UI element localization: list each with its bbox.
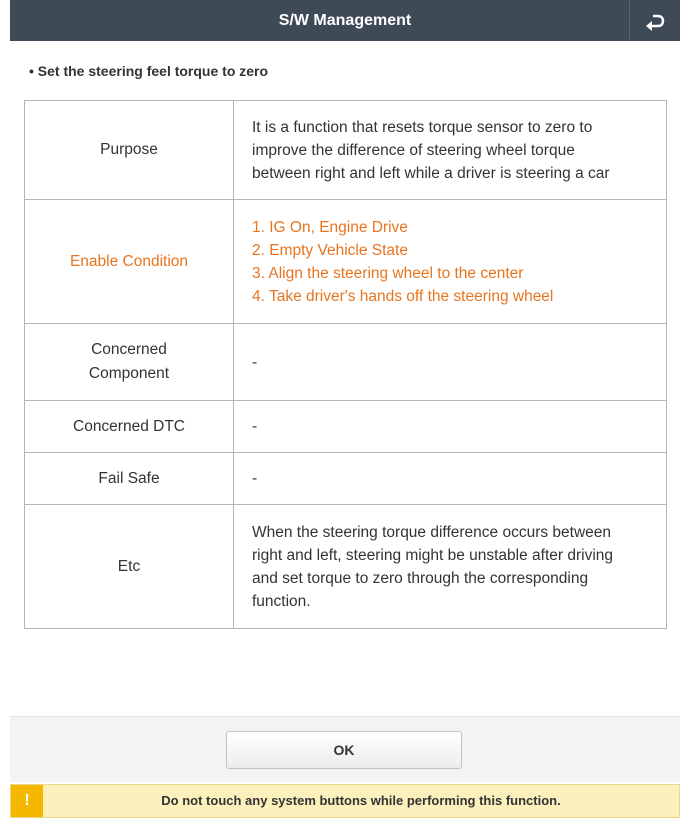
value-line: function. (252, 592, 311, 610)
label-line: Concerned (91, 341, 167, 358)
row-label: Enable Condition (25, 200, 234, 324)
value-line: 3. Align the steering wheel to the center (252, 264, 524, 282)
return-arrow-icon (644, 11, 666, 31)
value-line: When the steering torque difference occurs between (252, 523, 612, 541)
value-line: right and left, steering might be unstable after driving (252, 546, 614, 564)
warning-text: Do not touch any system buttons while performing this function. (161, 793, 561, 808)
row-label: Purpose (25, 101, 234, 200)
button-bar (10, 716, 680, 782)
table-row-concerned-component (25, 324, 667, 401)
value-line: and set torque to zero through the corresponding (252, 569, 589, 587)
warning-banner (10, 784, 680, 818)
back-button[interactable] (629, 0, 680, 41)
value-line: between right and left while a driver is steering a car (252, 164, 610, 182)
row-value (234, 200, 667, 324)
row-value: - (234, 453, 667, 505)
value-line: improve the difference of steering wheel torque (252, 141, 575, 159)
row-label: Fail Safe (25, 453, 234, 505)
label-line: Component (88, 365, 170, 382)
value-line: 4. Take driver's hands off the steering wheel (252, 287, 554, 305)
table-row-enable-condition (25, 200, 667, 324)
warning-icon: ! (11, 785, 43, 817)
value-line: 2. Empty Vehicle State (252, 241, 408, 259)
row-value: - (234, 324, 667, 401)
table-row-etc (25, 505, 667, 629)
value-line: 1. IG On, Engine Drive (252, 218, 408, 236)
row-label: Concerned DTC (25, 401, 234, 453)
page-title: S/W Management (278, 12, 412, 29)
table-row-fail-safe (25, 453, 667, 505)
row-label: Etc (25, 505, 234, 629)
row-label (25, 324, 234, 401)
table-row-purpose (25, 101, 667, 200)
info-table (24, 100, 667, 629)
title-bar (10, 0, 680, 41)
row-value (234, 101, 667, 200)
value-line: It is a function that resets torque sensor to zero to (252, 118, 593, 136)
ok-button[interactable]: OK (226, 731, 462, 769)
function-subtitle: • Set the steering feel torque to zero (29, 63, 269, 79)
row-value (234, 505, 667, 629)
table-row-concerned-dtc (25, 401, 667, 453)
row-value: - (234, 401, 667, 453)
